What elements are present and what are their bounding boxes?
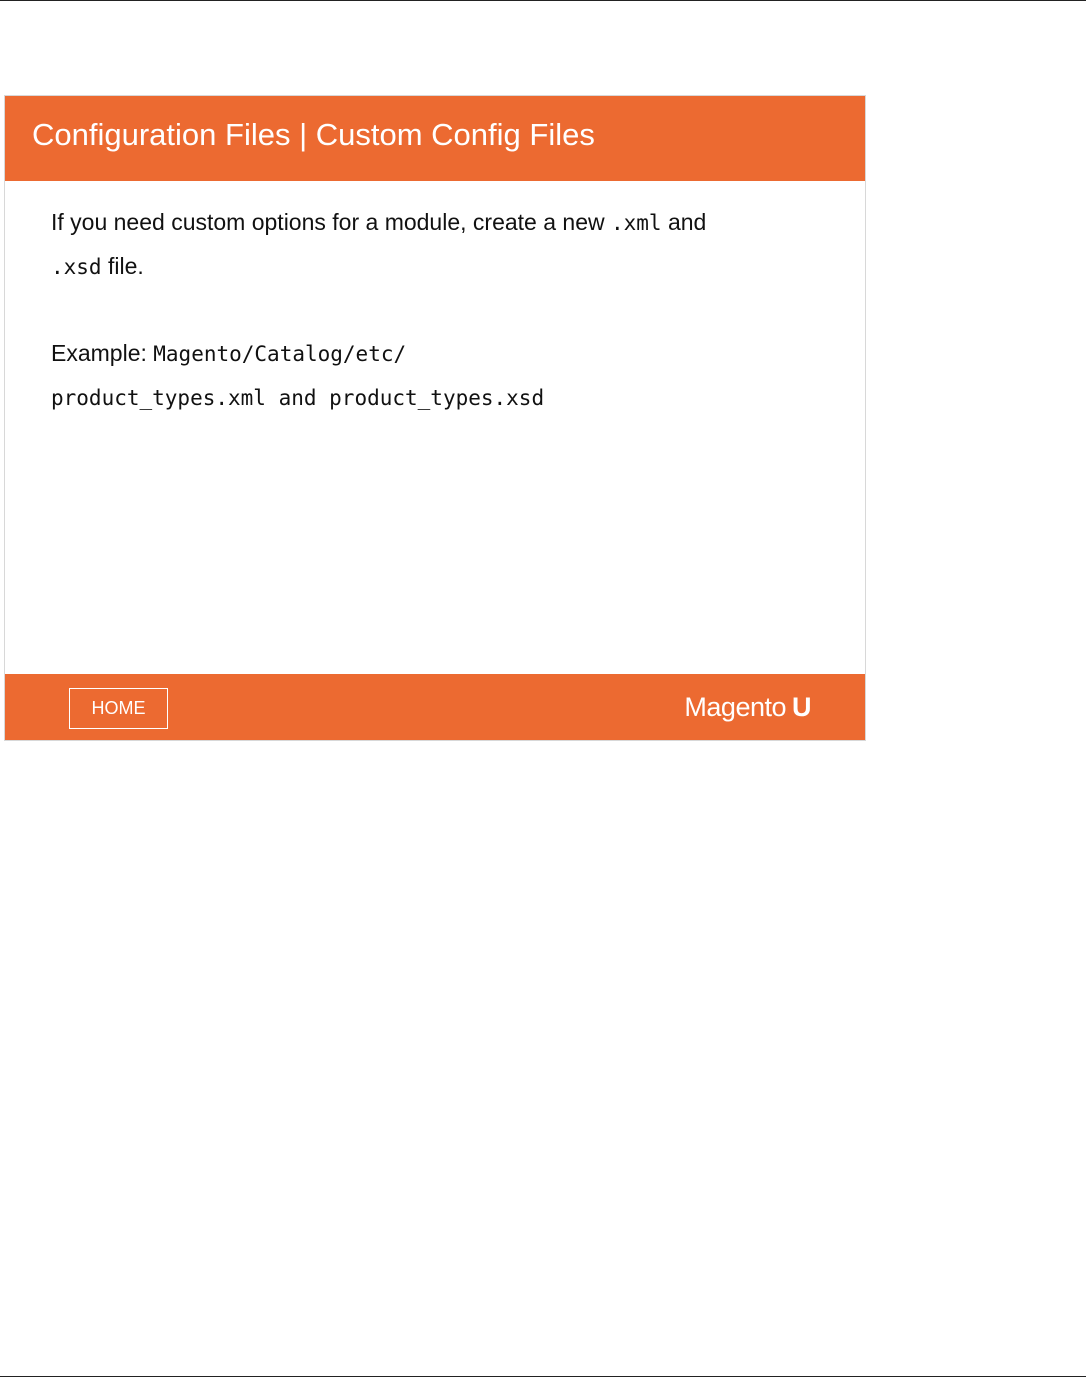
top-rule	[0, 0, 1086, 1]
intro-text: file.	[101, 253, 144, 279]
intro-paragraph	[51, 201, 831, 289]
slide-footer	[5, 674, 865, 740]
slide-header	[5, 96, 865, 181]
logo-text: Magento	[684, 692, 786, 722]
logo-mark: U	[792, 692, 811, 722]
slide-title: Configuration Files | Custom Config Files	[32, 117, 595, 152]
example-paragraph	[51, 332, 831, 420]
example-connector: and	[265, 386, 330, 410]
intro-text: If you need custom options for a module, create a new	[51, 209, 611, 235]
magento-u-logo	[684, 690, 811, 724]
slide	[4, 95, 866, 741]
code-xsd: .xsd	[51, 255, 102, 279]
example-file-xml: product_types.xml	[51, 386, 266, 410]
example-file-xsd: product_types.xsd	[329, 386, 545, 410]
example-label: Example:	[51, 340, 154, 366]
slide-body	[51, 201, 831, 420]
home-button[interactable]: HOME	[69, 688, 168, 729]
intro-text: and	[661, 209, 707, 235]
bottom-rule	[0, 1376, 1086, 1377]
example-path: Magento/Catalog/etc/	[153, 342, 407, 366]
code-xml: .xml	[611, 211, 662, 235]
